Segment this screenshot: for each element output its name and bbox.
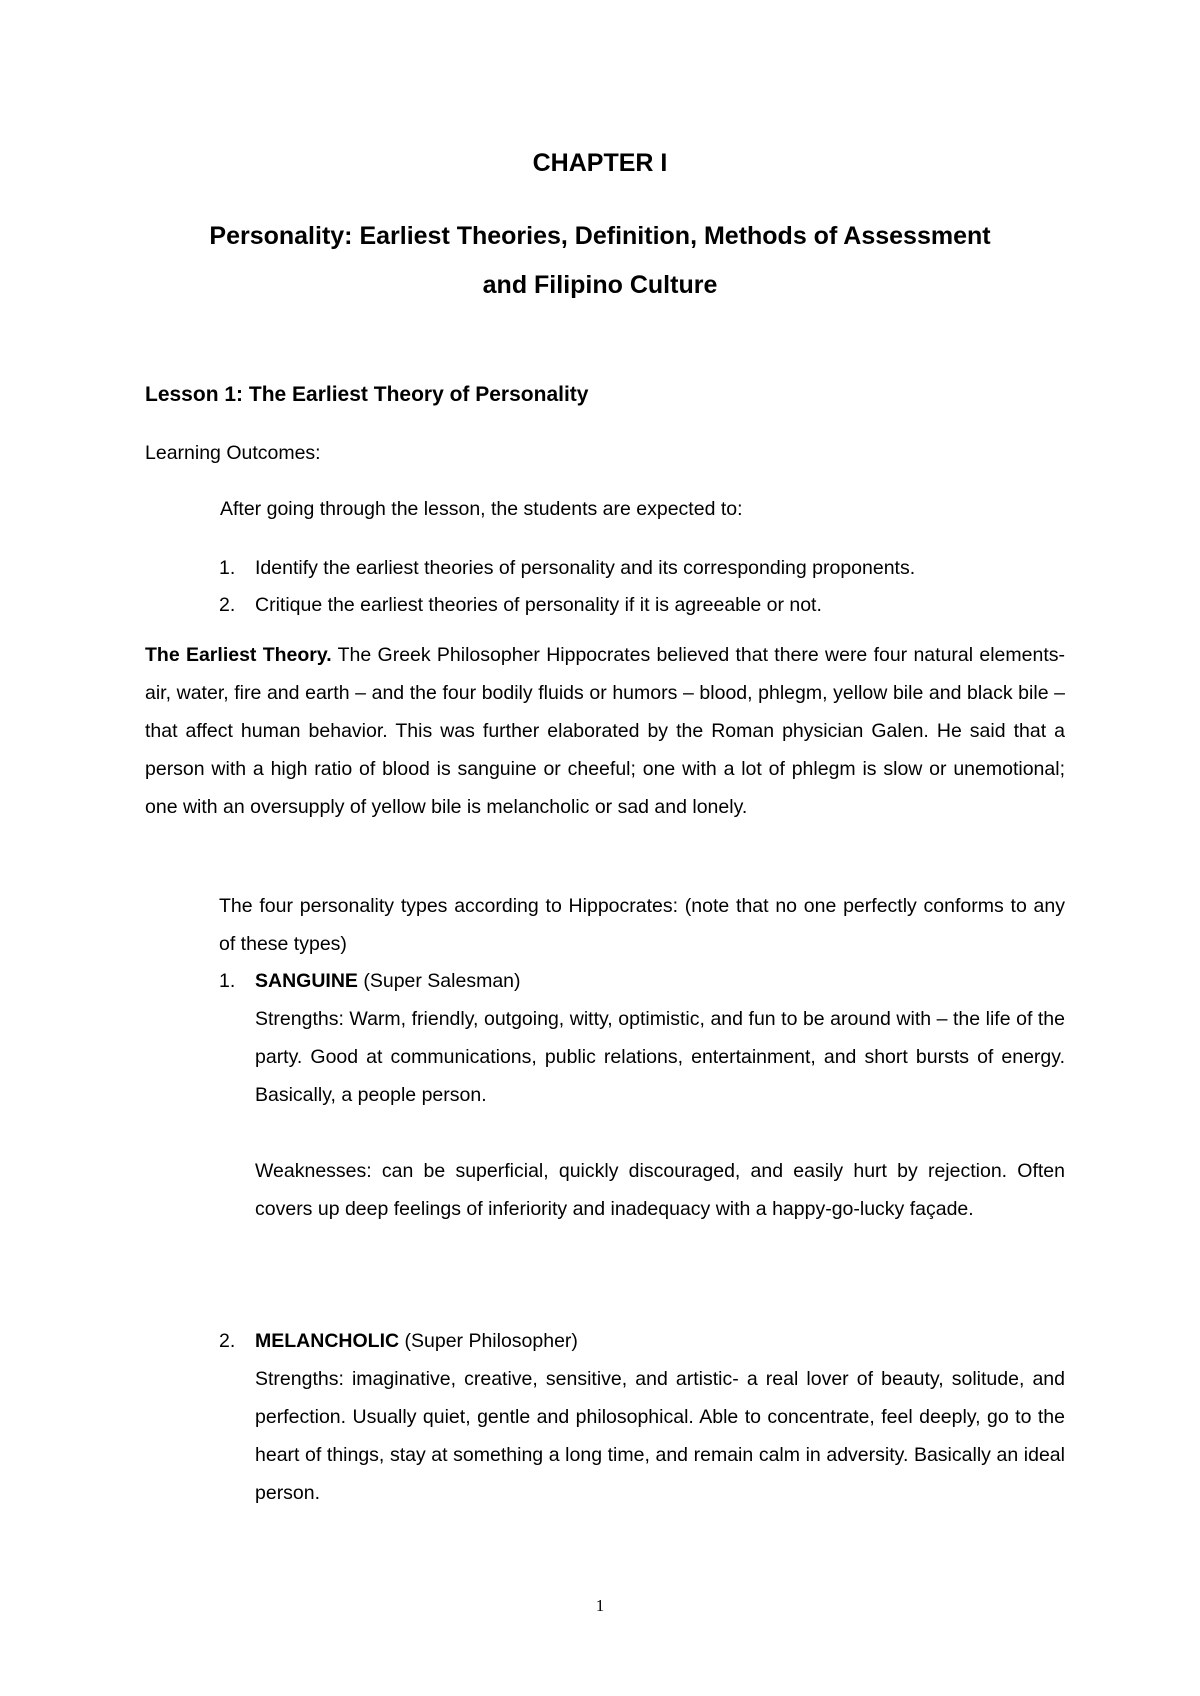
list-item-text: Critique the earliest theories of personality if it is agreeable or not. xyxy=(255,594,822,616)
chapter-title-line-1: Personality: Earliest Theories, Definition, Methods of Assessment xyxy=(209,222,991,250)
type-subtitle: (Super Philosopher) xyxy=(404,1330,578,1352)
type-subtitle: (Super Salesman) xyxy=(363,970,521,992)
learning-outcomes-intro: After going through the lesson, the students are expected to: xyxy=(220,498,743,520)
learning-outcomes-list xyxy=(219,550,1049,624)
type-number: 1. xyxy=(219,970,236,992)
chapter-heading: CHAPTER I xyxy=(532,149,668,177)
type-strengths: Strengths: imaginative, creative, sensitive, and artistic- a real lover of beauty, solitude, and perfection. Usually quiet, gentle and philosophical. Able to concentrate, feel deeply, go to the heart of things, stay at something a long time, and remain calm in adversity. Basically an ideal person. xyxy=(255,1368,1065,1504)
type-body xyxy=(255,1322,1065,1512)
list-item xyxy=(219,587,1049,624)
learning-outcomes-heading: Learning Outcomes: xyxy=(145,442,321,464)
type-heading xyxy=(255,1322,1065,1360)
chapter-title-line-2: and Filipino Culture xyxy=(482,271,718,299)
list-item xyxy=(219,550,1049,587)
earliest-theory-heading: The Earliest Theory. xyxy=(145,644,332,666)
chapter-title xyxy=(145,212,1055,310)
type-number: 2. xyxy=(219,1330,236,1352)
type-heading xyxy=(255,962,1065,1000)
earliest-theory-text: The Greek Philosopher Hippocrates believed that there were four natural elements- air, water, fire and earth – and the four bodily fluids or humors – blood, phlegm, yellow bile and black bile – that affect human behavior. This was further elaborated by the Roman physician Galen. He said that a person with a high ratio of blood is sanguine or cheeful; one with a lot of phlegm is slow or unemotional; one with an oversupply of yellow bile is melancholic or sad and lonely. xyxy=(145,644,1065,818)
earliest-theory-paragraph xyxy=(145,636,1065,826)
page-number: 1 xyxy=(595,1596,605,1615)
list-item-number: 1. xyxy=(219,557,236,579)
type-body xyxy=(255,962,1065,1228)
list-item-number: 2. xyxy=(219,594,236,616)
list-item-text: Identify the earliest theories of personality and its corresponding proponents. xyxy=(255,557,916,579)
lesson-title: Lesson 1: The Earliest Theory of Personality xyxy=(145,383,589,406)
type-name: MELANCHOLIC xyxy=(255,1330,400,1352)
type-weaknesses: Weaknesses: can be superficial, quickly discouraged, and easily hurt by rejection. Often covers up deep feelings of inferiority and inadequacy with a happy-go-lucky façade. xyxy=(255,1160,1065,1220)
type-strengths: Strengths: Warm, friendly, outgoing, witty, optimistic, and fun to be around with – the life of the party. Good at communications, public relations, entertainment, and short bursts of energy. Basically, a people person. xyxy=(255,1008,1065,1106)
type-name: SANGUINE xyxy=(255,970,358,992)
personality-types-intro: The four personality types according to Hippocrates: (note that no one perfectly conforms to any of these types) xyxy=(219,895,1065,955)
